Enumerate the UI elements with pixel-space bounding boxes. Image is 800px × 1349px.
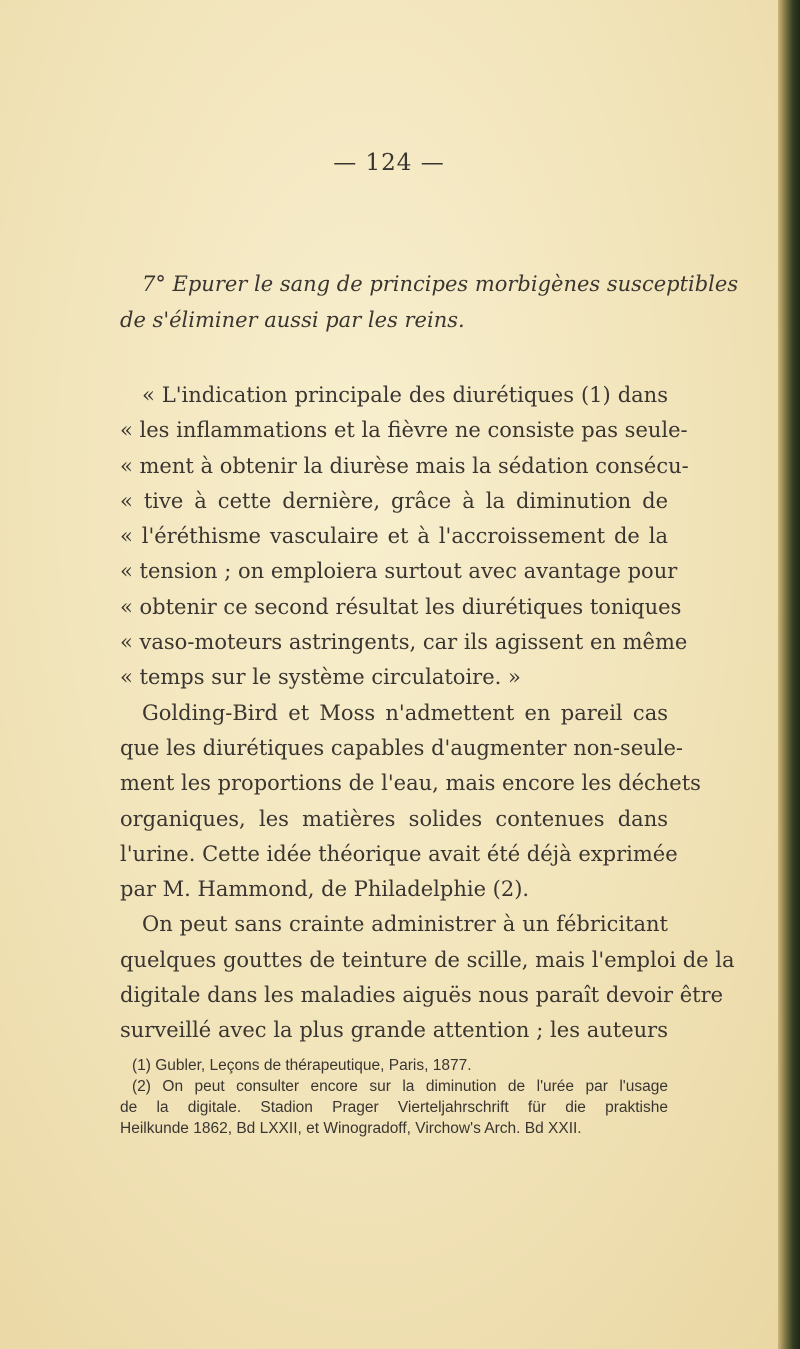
body-line: On peut sans crainte administrer à un fébricitant bbox=[142, 912, 668, 937]
body-line: surveillé avec la plus grande attention ; les auteurs bbox=[120, 1018, 668, 1043]
page-number: — 124 — bbox=[333, 150, 445, 176]
body-line: l'urine. Cette idée théorique avait été déjà exprimée bbox=[120, 841, 678, 866]
body-text bbox=[120, 378, 735, 1049]
body-line: « L'indication principale des diurétiques (1) dans bbox=[142, 383, 668, 407]
heading-line: de s'éliminer aussi par les reins. bbox=[120, 308, 465, 332]
body-line: « ment à obtenir la diurèse mais la sédation consécu- bbox=[120, 453, 689, 478]
body-line: « obtenir ce second résultat les diurétiques toniques bbox=[120, 594, 682, 619]
body-line: organiques, les matières solides contenues dans bbox=[120, 806, 668, 831]
body-line: « l'éréthisme vasculaire et à l'accroissement de la bbox=[120, 524, 668, 549]
footnote-line: Heilkunde 1862, Bd LXXII, et Winogradoff, Virchow's Arch. Bd XXII. bbox=[120, 1120, 582, 1137]
body-line: « temps sur le système circulatoire. » bbox=[120, 665, 521, 690]
body-line: quelques gouttes de teinture de scille, mais l'emploi de la bbox=[120, 947, 735, 972]
body-line: ment les proportions de l'eau, mais encore les déchets bbox=[120, 771, 701, 796]
heading-line: 7° Epurer le sang de principes morbigènes susceptibles bbox=[142, 272, 739, 296]
body-line: « tive à cette dernière, grâce à la diminution de bbox=[120, 488, 668, 513]
page-edge-shadow bbox=[778, 0, 800, 1349]
footnote-line: (1) Gubler, Leçons de thérapeutique, Paris, 1877. bbox=[132, 1057, 472, 1074]
body-line: « les inflammations et la fièvre ne consiste pas seule- bbox=[120, 418, 688, 443]
body-line: « tension ; on emploiera surtout avec avantage pour bbox=[120, 559, 678, 584]
body-line: par M. Hammond, de Philadelphie (2). bbox=[120, 877, 530, 902]
body-line: digitale dans les maladies aiguës nous paraît devoir être bbox=[120, 983, 724, 1008]
body-line: « vaso-moteurs astringents, car ils agissent en même bbox=[120, 630, 688, 655]
footnote-line: de la digitale. Stadion Prager Vierteljahrschrift für die praktishe bbox=[120, 1099, 668, 1116]
footnote-line: (2) On peut consulter encore sur la diminution de l'urée par l'usage bbox=[132, 1078, 668, 1095]
footnotes bbox=[120, 1055, 668, 1139]
body-line: que les diurétiques capables d'augmenter non-seule- bbox=[120, 735, 684, 760]
section-heading bbox=[120, 266, 739, 338]
body-line: Golding-Bird et Moss n'admettent en pareil cas bbox=[142, 700, 668, 725]
